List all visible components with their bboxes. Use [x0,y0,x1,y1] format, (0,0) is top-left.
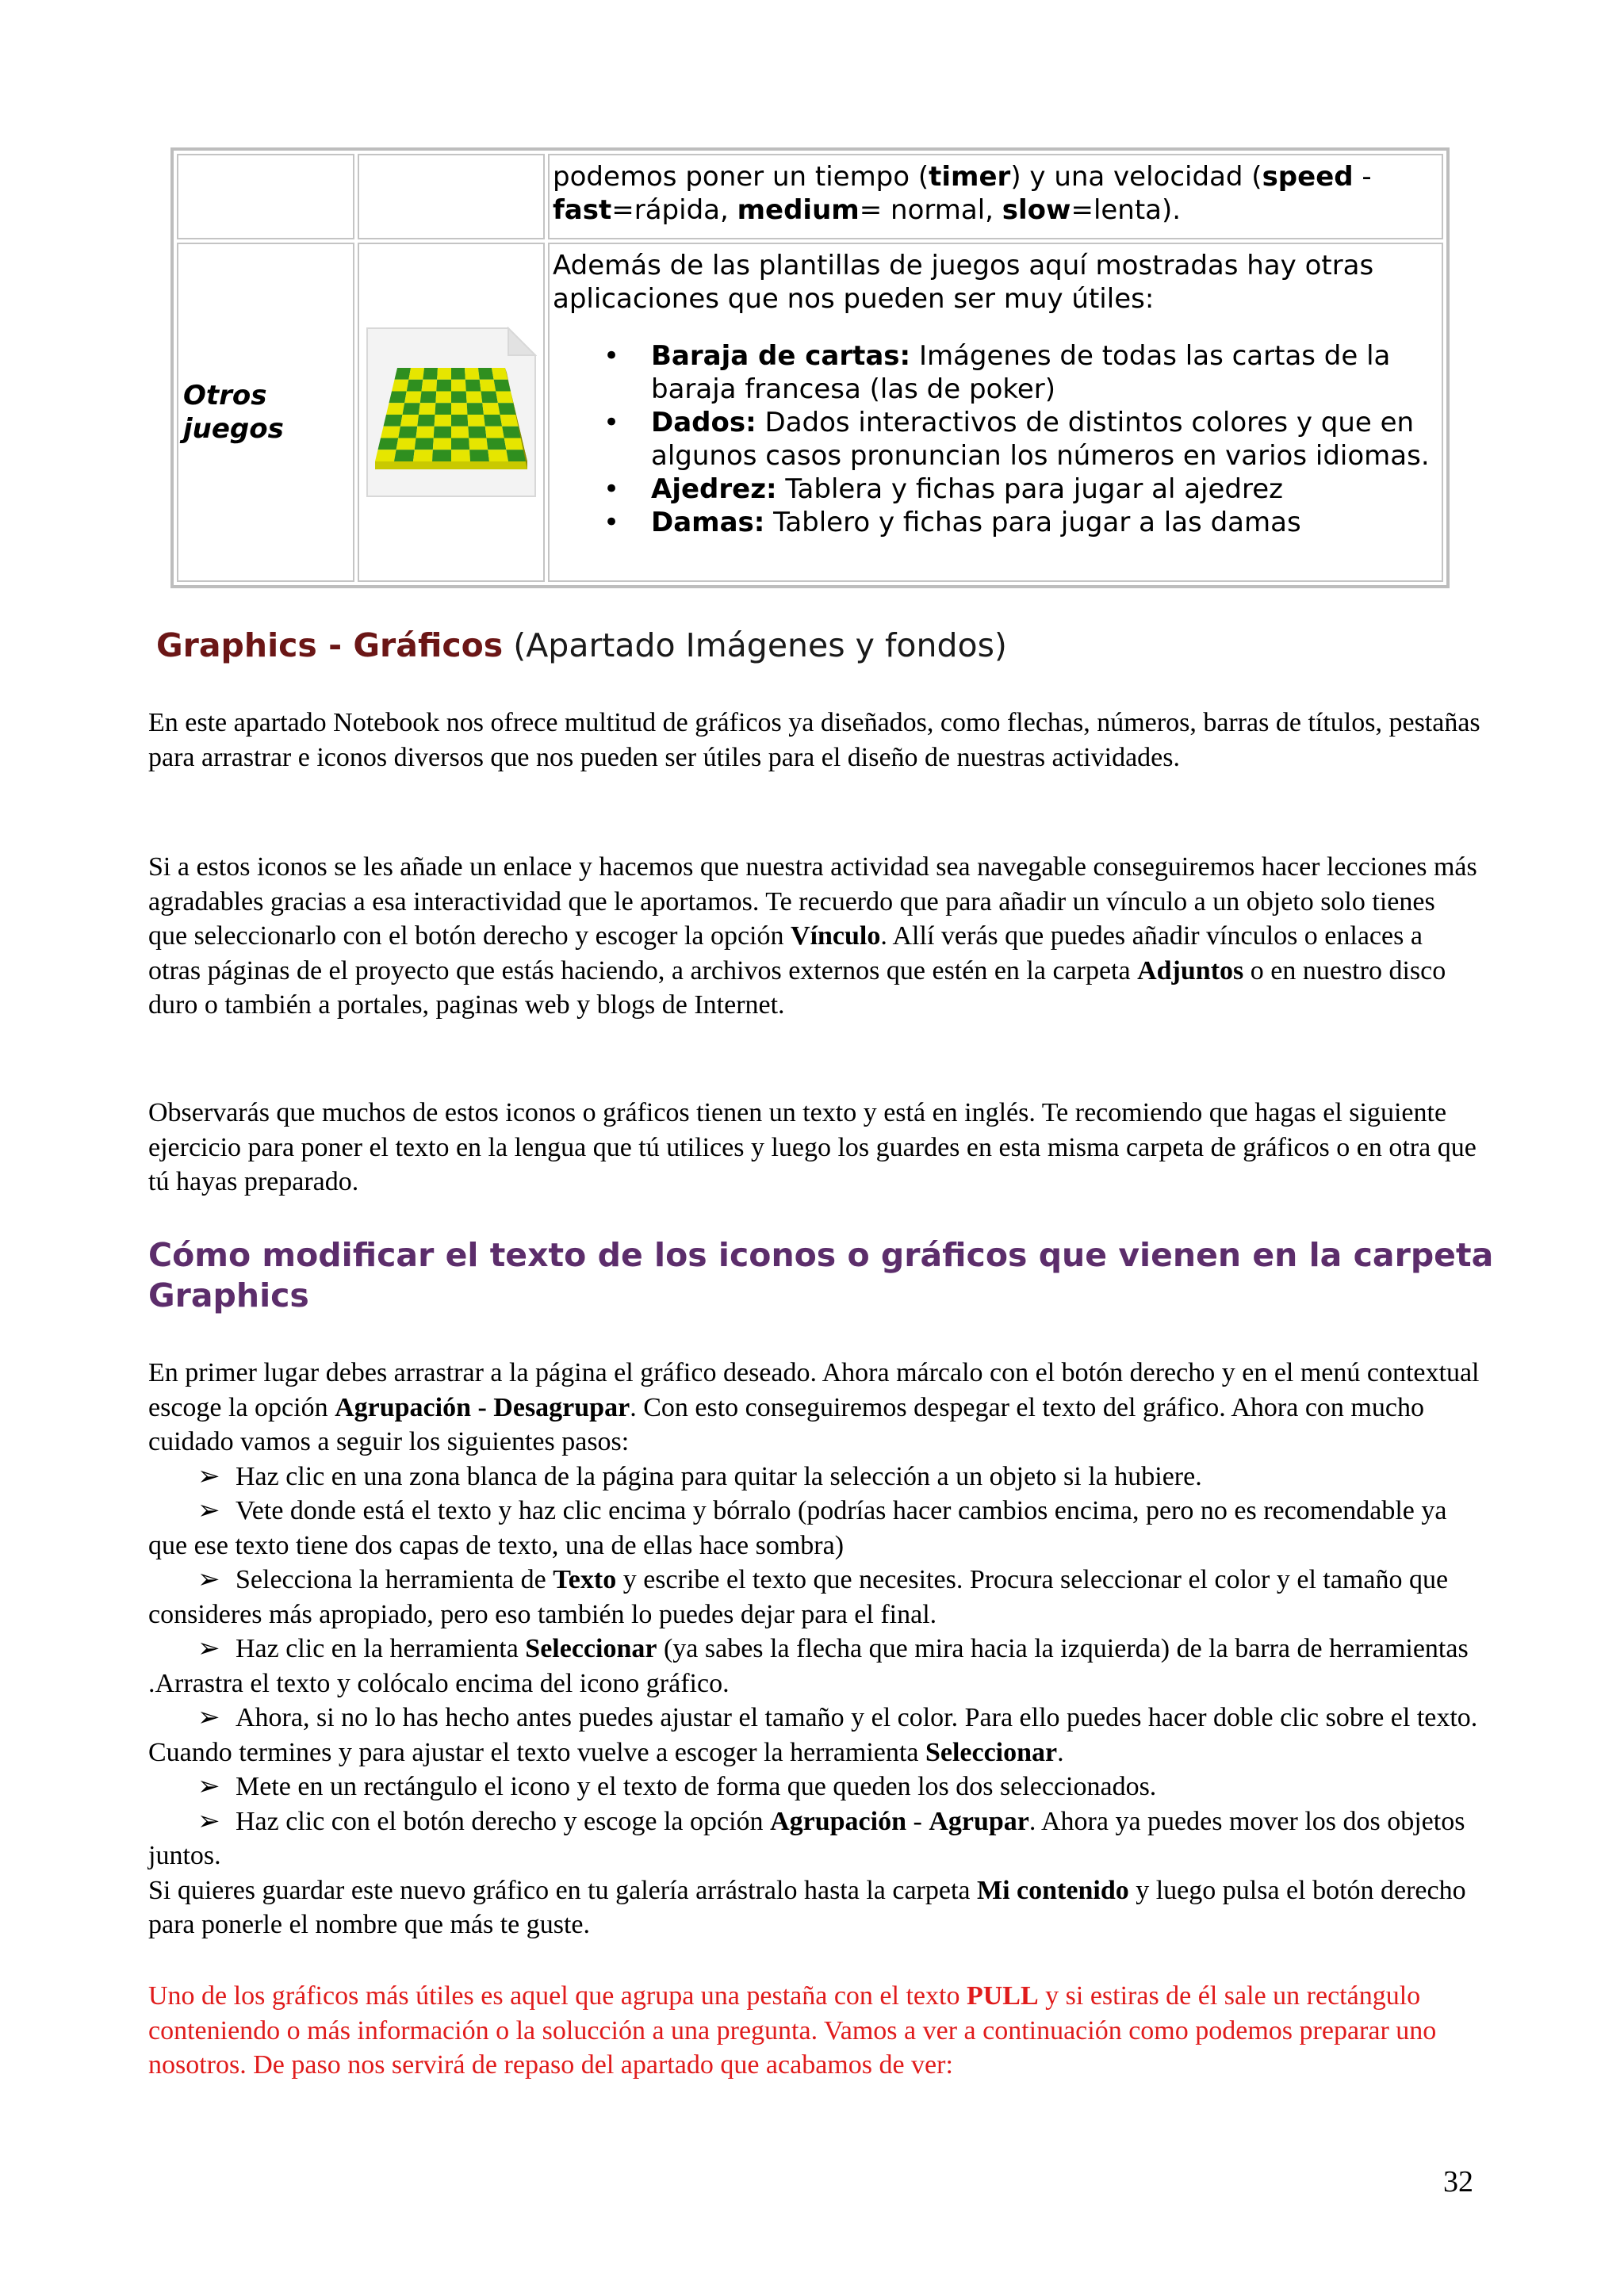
board-square [392,380,408,392]
list-item: • Damas: Tablero y fichas para jugar a las damas [651,506,1438,539]
board-square [434,427,451,438]
board-square [398,427,417,438]
board-square [467,403,484,415]
step-item: ➢ Haz clic en la herramienta Seleccionar (ya sabes la flecha que mira hacia la izquierda) de la barra de herramientas .Arrastra el texto y colócalo encima del icono gráfico. [148,1632,1480,1701]
table-cell-description: podemos poner un tiempo (timer) y una velocidad (speed - fast=rápida, medium= normal, slow=lenta). [548,154,1443,239]
board-square [451,392,467,404]
board-square [403,403,420,415]
board-square [451,368,465,380]
step-item: ➢ Haz clic en una zona blanca de la página para quitar la selección a un objeto si la hubiere. [148,1460,1480,1494]
table-row [177,154,1443,239]
board-edge [375,461,527,469]
arrow-bullet-icon: ➢ [197,1703,220,1732]
arrow-bullet-icon: ➢ [197,1772,220,1801]
checkerboard-icon [366,327,537,498]
board-square [478,368,494,380]
arrow-bullet-icon: ➢ [197,1461,220,1491]
board-square [468,427,486,438]
board-square [482,403,500,415]
board-square [378,438,399,450]
board-square [407,380,423,392]
list-item: • Baraja de cartas: Imágenes de todas las cartas de la baraja francesa (las de poker) [651,339,1438,406]
page-number: 32 [1443,2165,1473,2198]
table-cell-description [548,243,1443,582]
board-square [468,415,485,427]
board-square [451,380,466,392]
board-square [465,380,481,392]
board-square [417,415,435,427]
table-row [177,243,1443,582]
arrow-bullet-icon: ➢ [197,1634,220,1663]
board-square [381,427,400,438]
step-item: ➢ Vete donde está el texto y haz clic encima y bórralo (podrías hacer cambios encima, pero no es recomendable ya que ese texto tiene dos capas de texto, una de ellas hace sombra) [148,1494,1480,1563]
board-square [423,368,438,380]
board-square [432,450,451,461]
list-item: • Dados: Dados interactivos de distintos colores y que en algunos casos pronuncian los números en varios idiomas. [651,406,1438,473]
board-square [404,392,421,404]
board-square [492,368,508,380]
apps-list [553,339,1438,539]
step-item: ➢ Mete en un rectángulo el icono y el texto de forma que queden los dos seleccionados. [148,1770,1480,1804]
category-label: Otros juegos [177,243,354,582]
step-item: ➢ Selecciona la herramienta de Texto y escribe el texto que necesites. Procura seleccionar el color y el tamaño que consideres más apropiado, pero eso también lo puedes dejar para el final. [148,1563,1480,1632]
paragraph: En este apartado Notebook nos ofrece multitud de gráficos ya diseñados, como flechas, números, barras de títulos, pestañas para arrastrar e iconos diversos que nos pueden ser útiles para el diseño de nuestras actividades. [148,708,1480,772]
board-square [469,450,489,461]
board-square [375,450,396,461]
board-square [413,450,433,461]
board-square [420,392,437,404]
games-table [170,147,1450,588]
board-square [435,403,452,415]
board-square [487,438,507,450]
arrow-bullet-icon: ➢ [197,1496,220,1525]
board-square [466,392,483,404]
paragraph: En primer lugar debes arrastrar a la página el gráfico deseado. Ahora márcalo con el botón derecho y en el menú contextual escoge la opción Agrupación - Desagrupar. Con esto conseguiremos despegar el texto del gráfico. Ahora con mucho cuidado vamos a seguir los siguientes pasos: [148,1358,1480,1456]
board-square [395,368,412,380]
board-square [484,415,502,427]
board-square [400,415,419,427]
board-square [469,438,488,450]
board-square [488,450,508,461]
board-square [435,415,451,427]
instructions-block [148,1356,1480,1942]
board-square [481,392,498,404]
board-square [451,427,469,438]
section-heading-modify-text: Cómo modificar el texto de los iconos o gráficos que vienen en la carpeta Graphics [148,1236,1494,1314]
list-item: • Ajedrez: Tablera y fichas para jugar al ajedrez [651,473,1438,506]
board-square [451,450,470,461]
board-square [451,403,468,415]
board-square [498,403,516,415]
board-square [394,450,415,461]
board-square [408,368,424,380]
step-item: ➢ Ahora, si no lo has hecho antes puedes ajustar el tamaño y el color. Para ello puedes hacer doble clic sobre el texto. Cuando termines y para ajustar el texto vuelve a escoger la herramienta Seleccionar. [148,1701,1480,1770]
step-item: ➢ Haz clic con el botón derecho y escoge la opción Agrupación - Agrupar. Ahora ya puedes mover los dos objetos juntos. [148,1804,1480,1873]
table-cell-empty [358,154,545,239]
board-square [437,368,451,380]
board-square [433,438,451,450]
intro-text: Además de las plantillas de juegos aquí mostradas hay otras aplicaciones que nos pueden ser muy útiles: [553,250,1374,315]
board-square [480,380,496,392]
board-square [496,392,513,404]
board-square [419,403,435,415]
board-square [451,438,469,450]
board-square [422,380,438,392]
image-cell [358,243,545,582]
board-square [485,427,504,438]
table-cell-empty [177,154,354,239]
board-square [389,392,407,404]
board-square [436,380,451,392]
section-heading-graphics: Graphics - Gráficos (Apartado Imágenes y fondos) [156,626,1007,664]
board-square [386,403,404,415]
board-square [451,415,468,427]
board-square [396,438,416,450]
arrow-bullet-icon: ➢ [197,1565,220,1594]
board-square [384,415,403,427]
board-square [416,427,435,438]
paragraph: Si a estos iconos se les añade un enlace y hacemos que nuestra actividad sea navegable conseguiremos hacer lecciones más agradables gracias a esa interactividad que le aportamos. Te recuerdo que para añadir un vínculo a un objeto solo tienes que seleccionarlo con el botón derecho y escoger la opción Vínculo. Allí verás que puedes añadir vínculos o enlaces a otras páginas de el proyecto que estás haciendo, a archivos externos que estén en la carpeta Adjuntos o en nuestro disco duro o también a portales, paginas web y blogs de Internet. [148,852,1477,1020]
board-square [494,380,511,392]
board-square [415,438,434,450]
paragraph: Si quieres guardar este nuevo gráfico en tu galería arrástralo hasta la carpeta Mi contenido y luego pulsa el botón derecho para ponerle el nombre que más te guste. [148,1875,1466,1939]
board-square [435,392,451,404]
arrow-bullet-icon: ➢ [197,1806,220,1836]
board-square [465,368,480,380]
highlight-paragraph: Uno de los gráficos más útiles es aquel que agrupa una pestaña con el texto PULL y si estiras de él sale un rectángulo conteniendo o más información o la solucción a una pregunta. Vamos a ver a continuación como podemos preparar uno nosotros. De paso nos servirá de repaso del apartado que acabamos de ver: [148,1981,1437,2080]
paragraph: Observarás que muchos de estos iconos o gráficos tienen un texto y está en inglés. Te recomiendo que hagas el siguiente ejercicio para poner el texto en la lengua que tú utilices y luego los guardes en esta misma carpeta de gráficos o en otra que tú hayas preparado. [148,1098,1477,1196]
